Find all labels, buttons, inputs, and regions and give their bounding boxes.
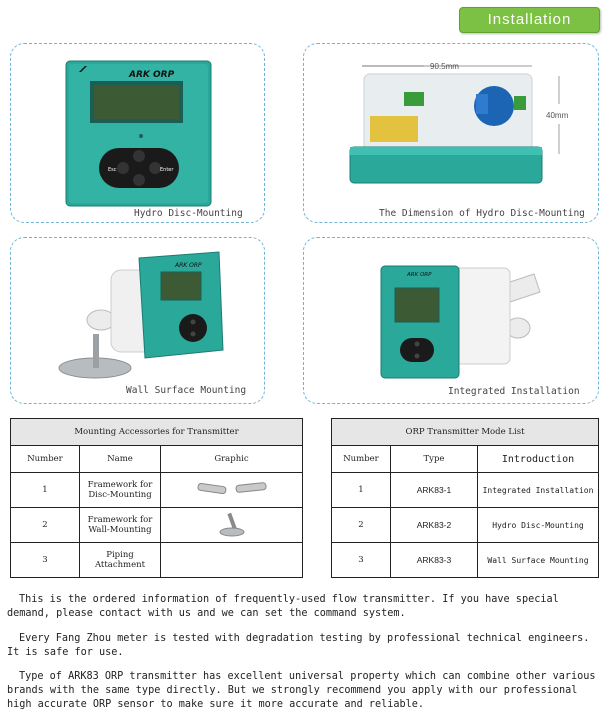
graphic-cell: [161, 543, 303, 578]
panel-caption: Hydro Disc-Mounting: [134, 208, 243, 219]
transmitter-front-image: [11, 44, 264, 222]
panel-caption: The Dimension of Hydro Disc-Mounting: [379, 208, 585, 219]
esc-key-label: Esc: [108, 167, 117, 173]
table-row: [332, 473, 599, 508]
device-brand-label: ARK ORP: [175, 262, 202, 269]
dimension-image: [304, 44, 598, 222]
table-row: [11, 508, 303, 543]
models-table: [331, 418, 599, 578]
row-intro: Integrated Installation: [478, 473, 599, 508]
device-brand-label: ARK ORP: [129, 70, 175, 80]
column-header: Number: [11, 446, 80, 473]
paragraph-compatibility: Type of ARK83 ORP transmitter has excellent universal property which can combine other various brands with the same type directly. But we strongly recommend you apply with our professional high accurate ORP sensor to make sure it more accurate and reliable.: [7, 671, 596, 710]
panel-dimension: [303, 43, 599, 223]
panel-hydro-disc-mounting: [10, 43, 265, 223]
graphic-cell: [161, 473, 303, 508]
row-name: Piping Attachment: [80, 543, 161, 578]
column-header: Introduction: [478, 446, 599, 473]
graphic-cell: [161, 508, 303, 543]
row-number: 3: [11, 543, 80, 578]
section-title: Installation: [459, 7, 600, 33]
table-title: ORP Transmitter Mode List: [332, 419, 599, 446]
wall-mounting-image: [11, 238, 264, 403]
row-type: ARK83-3: [391, 543, 478, 578]
table-title: Mounting Accessories for Transmitter: [11, 419, 303, 446]
column-header: Name: [80, 446, 161, 473]
row-number: 2: [11, 508, 80, 543]
accessories-table: [10, 418, 303, 578]
wall-framework-image: [212, 509, 252, 539]
table-row: [11, 473, 303, 508]
row-intro: Hydro Disc-Mounting: [478, 508, 599, 543]
panel-caption: Wall Surface Mounting: [126, 385, 247, 396]
row-intro: Wall Surface Mounting: [478, 543, 599, 578]
enter-key-label: Enter: [160, 167, 174, 173]
integrated-image: [304, 238, 598, 403]
row-type: ARK83-2: [391, 508, 478, 543]
paragraph-testing: Every Fang Zhou meter is tested with degradation testing by professional technical engineers. It is safe for use.: [7, 633, 590, 658]
row-number: 3: [332, 543, 391, 578]
row-number: 1: [11, 473, 80, 508]
table-row: [11, 543, 303, 578]
disc-framework-image: [192, 479, 272, 499]
width-dimension-label: 90.5mm: [430, 62, 459, 71]
height-dimension-label: 40mm: [546, 111, 569, 120]
column-header: Graphic: [161, 446, 303, 473]
paragraph-ordering-info: This is the ordered information of frequently-used flow transmitter. If you have special demand, please contact with us and we can set the command system.: [7, 594, 559, 619]
row-type: ARK83-1: [391, 473, 478, 508]
panel-wall-mounting: [10, 237, 265, 404]
device-brand-label: ARK ORP: [407, 272, 432, 278]
column-header: Type: [391, 446, 478, 473]
panel-caption: Integrated Installation: [448, 386, 580, 397]
row-number: 1: [332, 473, 391, 508]
row-name: Framework for Wall-Mounting: [80, 508, 161, 543]
panel-integrated-installation: [303, 237, 599, 404]
row-number: 2: [332, 508, 391, 543]
column-header: Number: [332, 446, 391, 473]
table-row: [332, 508, 599, 543]
table-row: [332, 543, 599, 578]
row-name: Framework for Disc-Mounting: [80, 473, 161, 508]
